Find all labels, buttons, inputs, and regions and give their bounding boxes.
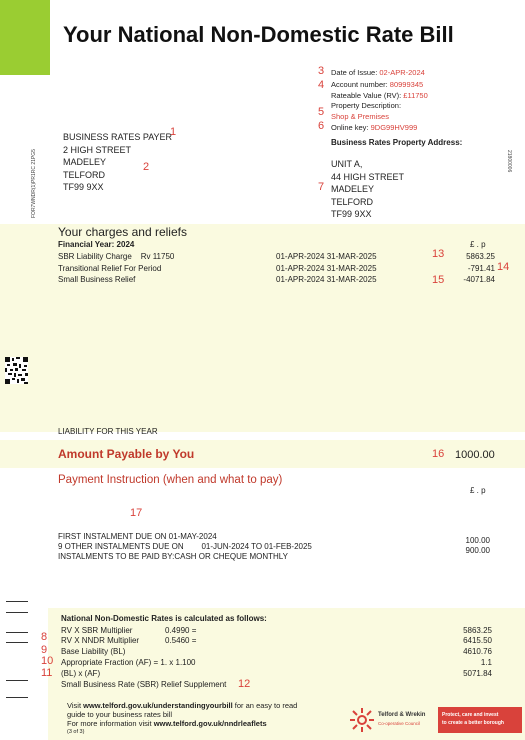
property-address-heading: Business Rates Property Address:	[331, 138, 463, 147]
annotation-marker: 15	[432, 274, 445, 286]
property-description-label: Property Description:	[331, 101, 402, 110]
fold-mark	[6, 601, 28, 602]
annotation-marker: 14	[497, 261, 510, 273]
calc-row-value: 1.1	[480, 658, 492, 667]
fold-mark	[6, 697, 28, 698]
tagline-line: to create a better borough	[442, 720, 504, 726]
annotation-marker: 2	[143, 161, 150, 173]
payer-line: TF99 9XX	[63, 182, 104, 192]
calc-row-multiplier: 0.5460 =	[165, 636, 197, 645]
council-logo	[349, 706, 427, 734]
payment-heading: Payment Instruction (when and what to pay)	[58, 474, 283, 486]
charge-period: 01-APR-2024 31-MAR-2025	[276, 264, 377, 273]
payment-method: INSTALMENTS TO BE PAID BY:CASH OR CHEQUE MONTHLY	[58, 552, 288, 561]
other-instalments-amount: 900.00	[465, 546, 490, 555]
payment-currency: £ . p	[470, 486, 486, 495]
charge-amount: -4071.84	[463, 275, 495, 284]
charge-amount: 5863.25	[466, 252, 495, 261]
date-of-issue: Date of Issue: 02-APR-2024	[331, 68, 425, 77]
qr-code-icon	[5, 357, 28, 384]
annotation-marker: 11	[41, 667, 53, 679]
fold-mark	[6, 612, 28, 613]
council-subtitle: Co-operative Council	[378, 721, 421, 726]
annotation-marker: 12	[238, 678, 251, 690]
annotation-marker: 6	[318, 120, 325, 132]
calc-row-label: Small Business Rate (SBR) Relief Supplement	[61, 680, 227, 689]
liability-label: LIABILITY FOR THIS YEAR	[58, 427, 158, 436]
fold-mark	[6, 632, 28, 633]
council-tagline	[438, 707, 522, 733]
annotation-marker: 5	[318, 106, 325, 118]
fold-mark	[6, 642, 28, 643]
amount-payable-value: 1000.00	[455, 449, 495, 461]
right-side-code: 21800006	[506, 150, 512, 173]
charge-period: 01-APR-2024 31-MAR-2025	[276, 275, 377, 284]
payer-line: 2 HIGH STREET	[63, 144, 132, 155]
footer-text: Visit www.telford.gov.uk/understandingyourbill for an easy to read guide to your business rates bill For more information visit www.telford.gov.uk/nndrleaflets (3 of 3)	[67, 701, 342, 737]
property-line: TF99 9XX	[331, 209, 372, 219]
annotation-marker: 3	[318, 65, 325, 77]
tagline-line: Protect, care and invest	[442, 712, 499, 718]
calc-row-value: 6415.50	[463, 636, 492, 645]
currency-header: £ . p	[470, 240, 486, 249]
charge-row: Transitional Relief For Period	[58, 264, 162, 273]
council-name: Telford & Wrekin	[378, 712, 426, 718]
amount-payable-label: Amount Payable by You	[58, 447, 195, 461]
calc-row-value: 5863.25	[463, 626, 492, 635]
property-description-value: Shop & Premises	[331, 112, 389, 121]
understanding-bill-link[interactable]: www.telford.gov.uk/understandingyourbill	[83, 701, 233, 710]
annotation-marker: 7	[318, 181, 325, 193]
property-line: TELFORD	[331, 196, 374, 207]
annotation-marker: 17	[130, 507, 143, 519]
page-title: Your National Non-Domestic Rate Bill	[63, 22, 454, 47]
charge-row: Small Business Relief	[58, 275, 136, 284]
annotation-marker: 9	[41, 644, 48, 656]
annotation-marker: 16	[432, 448, 445, 460]
annotation-marker: 10	[41, 655, 54, 667]
calc-row-label: RV X SBR Multiplier	[61, 626, 133, 635]
payer-address	[63, 131, 172, 194]
left-side-code: FOR7WNDR(1)PR1RC 21PG5	[31, 149, 37, 218]
property-line: 44 HIGH STREET	[331, 171, 405, 182]
payer-line: TELFORD	[63, 169, 106, 180]
charge-amount: -791.41	[467, 264, 495, 273]
annotation-marker: 4	[318, 79, 325, 91]
payer-name: BUSINESS RATES PAYER	[63, 132, 173, 142]
online-key: Online key: 9DG99HV999	[331, 123, 418, 132]
first-instalment-amount: 100.00	[465, 536, 490, 545]
annotation-marker: 8	[41, 631, 48, 643]
charge-row: SBR Liability Charge Rv 11750	[58, 252, 175, 261]
calc-heading: National Non-Domestic Rates is calculated as follows:	[61, 614, 267, 623]
financial-year: Financial Year: 2024	[58, 240, 135, 249]
payer-line: MADELEY	[63, 157, 107, 167]
nndr-leaflets-link[interactable]: www.telford.gov.uk/nndrleaflets	[153, 719, 267, 728]
council-emblem-icon	[349, 707, 375, 733]
property-line: MADELEY	[331, 184, 375, 194]
charges-heading: Your charges and reliefs	[58, 225, 187, 239]
property-address	[331, 158, 404, 221]
fold-mark	[6, 680, 28, 681]
page-number: (3 of 3)	[67, 729, 85, 735]
charge-period: 01-APR-2024 31-MAR-2025	[276, 252, 377, 261]
other-instalments: 9 OTHER INSTALMENTS DUE ON 01-JUN-2024 TO 01-FEB-2025	[58, 542, 312, 551]
calc-row-value: 5071.84	[463, 669, 492, 678]
calc-row-label: (BL) x (AF)	[61, 669, 101, 678]
brand-green-block	[0, 0, 50, 75]
annotation-marker: 1	[170, 126, 177, 138]
property-line: UNIT A,	[331, 159, 363, 169]
annotation-marker: 13	[432, 248, 445, 260]
calc-row-value: 4610.76	[463, 647, 492, 656]
first-instalment: FIRST INSTALMENT DUE ON 01-MAY-2024	[58, 532, 217, 541]
rateable-value: Rateable Value (RV): £11750	[331, 91, 428, 100]
calc-row-label: Appropriate Fraction (AF) = 1. x 1.100	[61, 658, 196, 667]
calc-row-label: RV X NNDR Multiplier	[61, 636, 140, 645]
calc-row-multiplier: 0.4990 =	[165, 626, 197, 635]
account-number: Account number: 80999345	[331, 80, 424, 89]
calc-row-label: Base Liability (BL)	[61, 647, 126, 656]
